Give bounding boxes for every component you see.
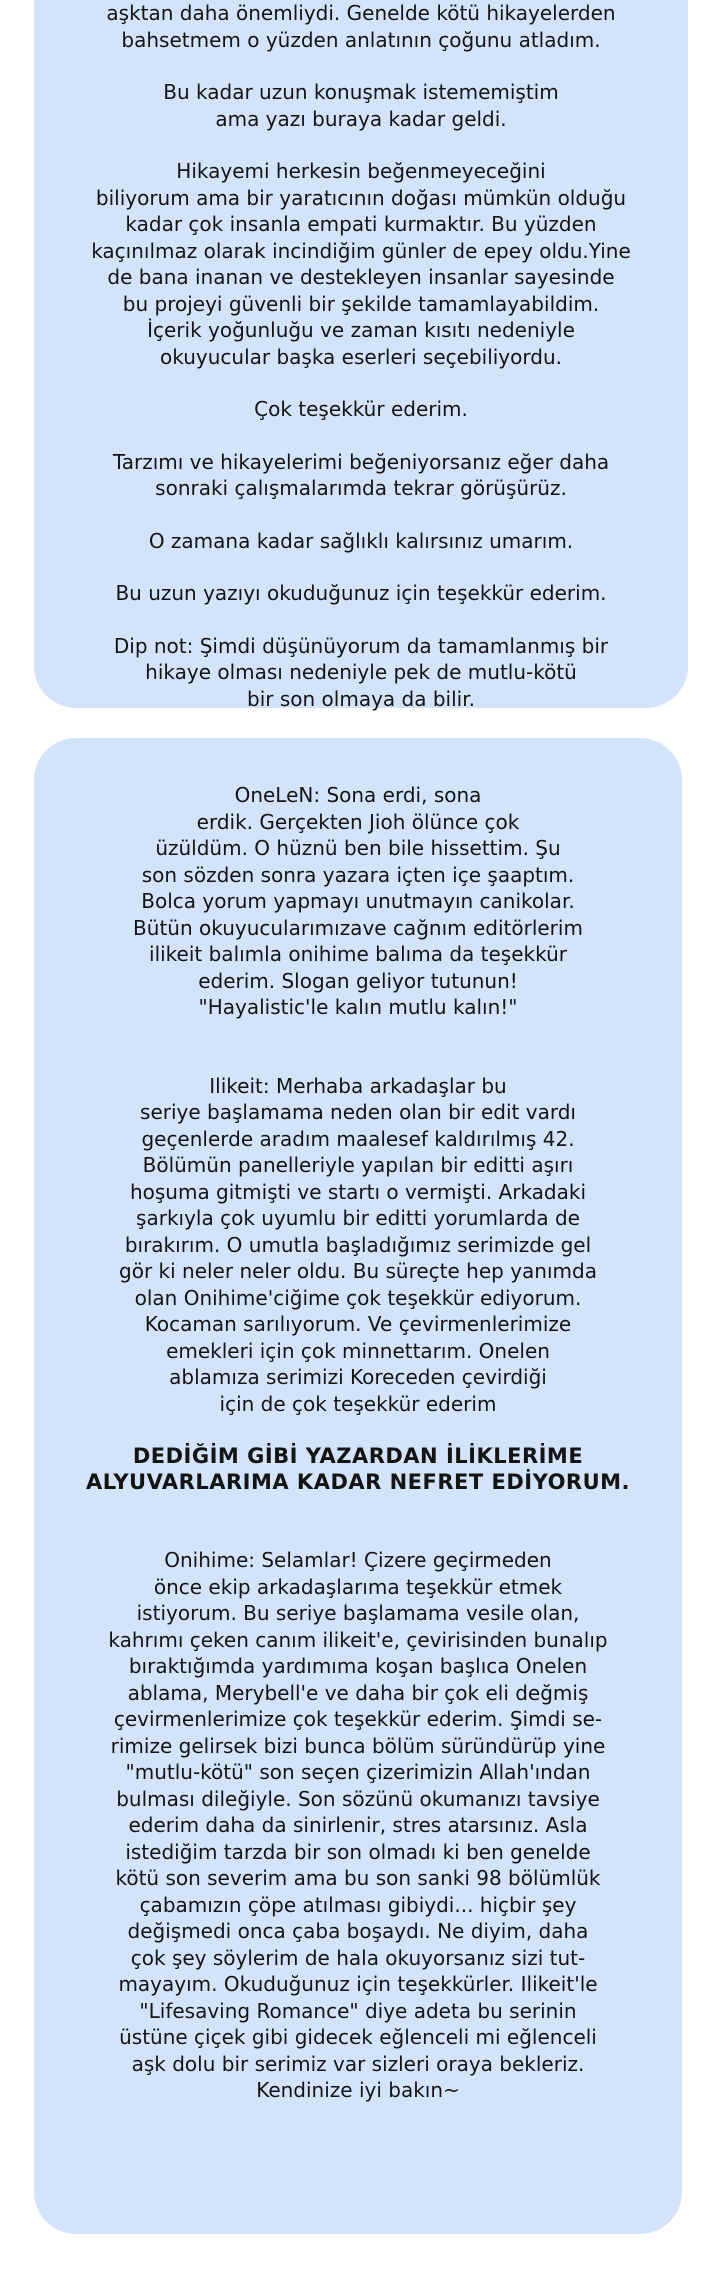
author-note-paragraph-1: aşktan daha önemliydi. Genelde kötü hikayelerden bahsetmem o yüzden anlatının çoğunu atladım. (106, 1, 616, 52)
ilikeit-note: Ilikeit: Merhaba arkadaşlar bu seriye başlamama neden olan bir edit vardı geçenlerde aradım maalesef kaldırılmış 42. Bölümün panelleriyle yapılan bir editti aşırı hoşuma gitmişti ve startı o vermişti. Arkadaki şarkıyla çok uyumlu bir editti yorumlarda de bırakırım. O umutla başladığımız serimizde gel gör ki neler neler oldu. Bu süreçte hep yanımda olan Onihime'ciğime çok teşekkür ediyorum. Kocaman sarılıyorum. Ve çevirmenlerimize emekleri için çok minnettarım. Onelen ablamıza serimizi Koreceden çevirdiği için de çok teşekkür ederim (119, 1073, 597, 1416)
author-note-paragraph-3: Hikayemi herkesin beğenmeyeceğini biliyorum ama bir yaratıcının doğası mümkün olduğu kadar çok insanla empati kurmaktır. Bu yüzden kaçınılmaz olarak incindiğim günler de epey oldu.Yine de bana inanan ve destekleyen insanlar sayesinde bu projeyi güvenli bir şekilde tamamlayabildim. İçerik yoğunluğu ve zaman kısıtı nedeniyle okuyucular başka eserleri seçebiliyordu. (91, 159, 631, 369)
author-note-paragraph-6: O zamana kadar sağlıklı kalırsınız umarım. (148, 528, 574, 553)
author-note-paragraph-2: Bu kadar uzun konuşmak istememiştim ama yazı buraya kadar geldi. (163, 80, 559, 131)
author-note-bubble (34, 0, 688, 711)
onelen-note: OneLeN: Sona erdi, sona erdik. Gerçekten Jioh ölünce çok üzüldüm. O hüznü ben bile hissettim. Şu son sözden sonra yazara içten içe şaaptım. Bolca yorum yapmayı unutmayın canikolar. Bütün okuyucularımızave cağnım editörlerim ilikeit balımla onihime balıma da teşekkür ederim. Slogan geliyor tutunun! "Hayalistic'le kalın mutlu kalın!" (133, 783, 583, 1019)
author-note-thanks: Çok teşekkür ederim. (254, 397, 468, 421)
onihime-note: Onihime: Selamlar! Çizere geçirmeden önce ekip arkadaşlarıma teşekkür etmek istiyorum. Bu seriye başlamama vesile olan, kahrımı çeken canım ilikeit'e, çevirisinden bunalıp bıraktığımda yardımıma koşan başlıca Onelen ablama, Merybell'e ve daha bir çok eli değmiş çevirmenlerimize çok teşekkür ederim. Şimdi se- rimize gelirsek bizi bunca bölüm süründürüp yine "mutlu-kötü" son seçen çizerimizin Allah'ından bulması dileğiyle. Son sözünü okumanızı tavsiye ederim daha da sinirlenir, stres atarsınız. Asla istediğim tarzda bir son olmadı ki ben genelde kötü son severim ama bu son sanki 98 bölümlük çabamızın çöpe atılması gibiydi... hiçbir şey değişmedi onca çaba boşaydı. Ne diyim, daha çok şey söylerim de hala okuyorsanız sizi tut- mayayım. Okuduğunuz için teşekkürler. Ilikeit'le "Lifesaving Romance" diye adeta bu serinin üstüne çiçek gibi gidecek eğlenceli mi eğlenceli aşk dolu bir serimiz var sizleri oraya bekleriz. Kendinize iyi bakın~ (108, 1548, 608, 2102)
author-note-postscript: Dip not: Şimdi düşünüyorum da tamamlanmış bir hikaye olması nedeniyle pek de mutlu-kötü bir son olmaya da bilir. (113, 633, 609, 711)
team-notes-bubble (34, 738, 682, 2234)
author-note-paragraph-7: Bu uzun yazıyı okuduğunuz için teşekkür ederim. (115, 581, 607, 605)
author-note-paragraph-5: Tarzımı ve hikayelerimi beğeniyorsanız eğer daha sonraki çalışmalarımda tekrar görüşürüz. (112, 449, 610, 500)
ilikeit-shout: DEDİĞİM GİBİ YAZARDAN İLİKLERİME ALYUVARLARIMA KADAR NEFRET EDİYORUM. (85, 1444, 631, 1494)
